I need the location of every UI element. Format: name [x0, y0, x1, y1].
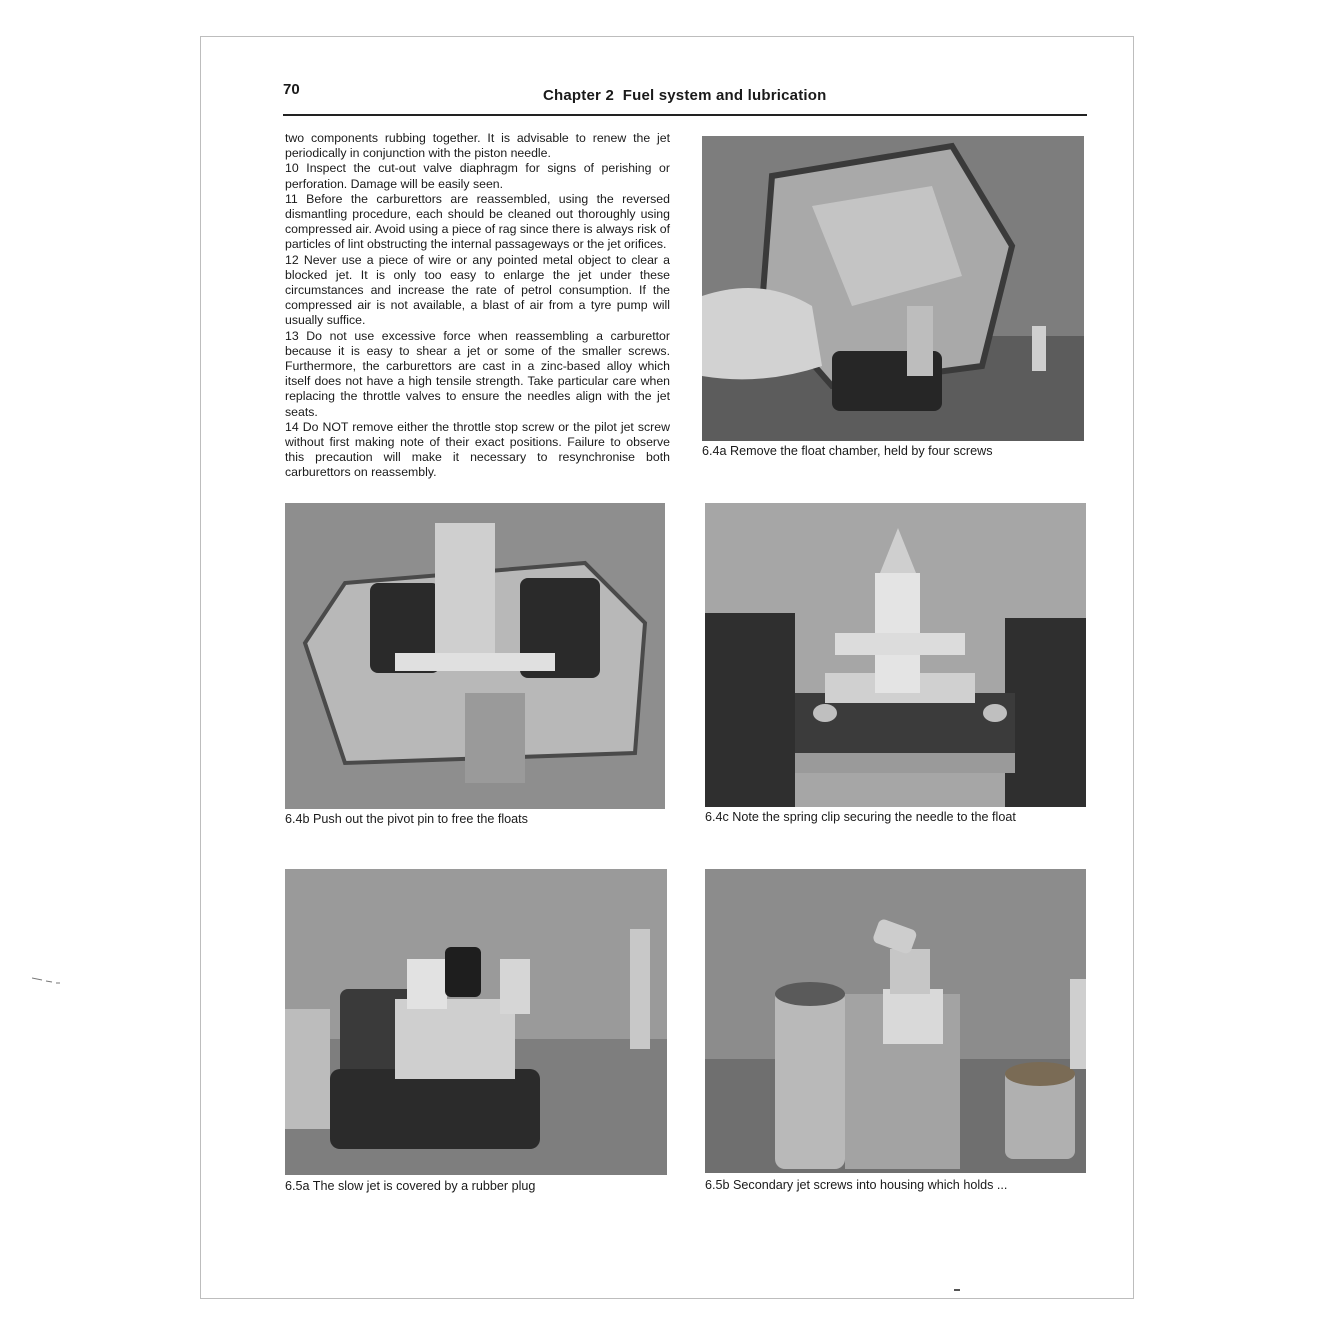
- photo-6-4c: [705, 503, 1086, 807]
- print-mark: [954, 1289, 960, 1291]
- caption-6-4c: 6.4c Note the spring clip securing the needle to the float: [705, 810, 1016, 824]
- paragraph: 12 Never use a piece of wire or any pointed metal object to clear a blocked jet. It is only too easy to enlarge the jet under these circumstances and increase the rate of petrol consumption. If the compressed air is not available, a blast of air from a tyre pump will usually suffice.: [285, 252, 670, 328]
- page-number: 70: [283, 81, 300, 98]
- caption-6-4a: 6.4a Remove the float chamber, held by four screws: [702, 444, 993, 458]
- body-text: [285, 131, 670, 481]
- caption-6-4b: 6.4b Push out the pivot pin to free the floats: [285, 812, 528, 826]
- paragraph: 13 Do not use excessive force when reassembling a carburettor because it is easy to shear a jet or some of the smaller screws. Furthermore, the carburettors are cast in a zinc-based alloy which itself does not have a high tensile strength. Take particular care when replacing the throttle valves to ensure the needles align with the jet seats.: [285, 328, 670, 419]
- photo-6-5b: [705, 869, 1086, 1173]
- header-rule: [283, 114, 1087, 116]
- caption-6-5a: 6.5a The slow jet is covered by a rubber plug: [285, 1179, 536, 1193]
- paragraph: 11 Before the carburettors are reassembled, using the reversed dismantling procedure, each should be cleaned out thoroughly using compressed air. Avoid using a piece of rag since there is always risk of particles of lint obstructing the internal passageways or the jet orifices.: [285, 191, 670, 252]
- chapter-title: Chapter 2 Fuel system and lubrication: [543, 87, 827, 104]
- photo-6-5a: [285, 869, 667, 1175]
- photo-6-4b: [285, 503, 665, 809]
- photo-6-4a: [702, 136, 1084, 441]
- margin-smudge: [32, 976, 62, 984]
- paragraph: 14 Do NOT remove either the throttle stop screw or the pilot jet screw without first making note of their exact positions. Failure to observe this precaution will make it necessary to resynchronise both carburettors on reassembly.: [285, 419, 670, 480]
- paragraph: two components rubbing together. It is advisable to renew the jet periodically in conjunction with the piston needle.: [285, 131, 670, 161]
- caption-6-5b: 6.5b Secondary jet screws into housing which holds ...: [705, 1178, 1008, 1192]
- paragraph: 10 Inspect the cut-out valve diaphragm for signs of perishing or perforation. Damage will be easily seen.: [285, 161, 670, 191]
- manual-page: [200, 36, 1134, 1299]
